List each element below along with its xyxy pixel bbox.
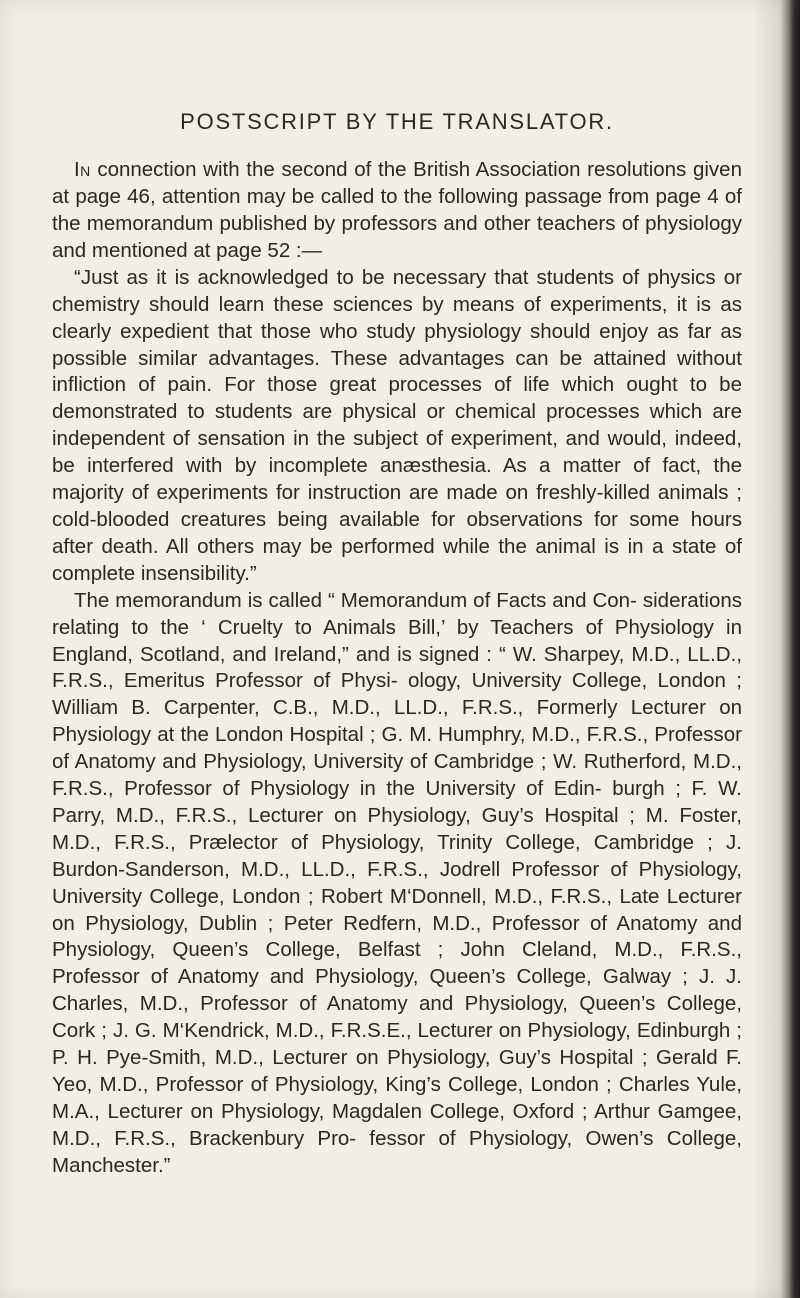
page-title: POSTSCRIPT BY THE TRANSLATOR. bbox=[180, 109, 614, 134]
page-content bbox=[52, 110, 742, 1180]
paragraph-3: The memorandum is called “ Memorandum of Facts and Con- siderations relating to the ‘ Cruelty to Animals Bill,’ by Teachers of Physiology in England, Scotland, and Ireland,” and is signed : “ W. Sharpey, M.D., LL.D., F.R.S., Emeritus Professor of Physi- ology, University College, London ; William B. Carpenter, C.B., M.D., LL.D., F.R.S., Formerly Lecturer on Physiology at the London Hospital ; G. M. Humphry, M.D., F.R.S., Professor of Anatomy and Physiology, University of Cambridge ; W. Rutherford, M.D., F.R.S., Professor of Physiology in the University of Edin- burgh ; F. W. Parry, M.D., F.R.S., Lecturer on Physiology, Guy’s Hospital ; M. Foster, M.D., F.R.S., Prælector of Physiology, Trinity College, Cambridge ; J. Burdon-Sanderson, M.D., LL.D., F.R.S., Jodrell Professor of Physiology, University College, London ; Robert M‘Donnell, M.D., F.R.S., Late Lecturer on Physiology, Dublin ; Peter Redfern, M.D., Professor of Anatomy and Physiology, Queen’s College, Belfast ; John Cleland, M.D., F.R.S., Professor of Anatomy and Physiology, Queen’s College, Galway ; J. J. Charles, M.D., Professor of Anatomy and Physiology, Queen’s College, Cork ; J. G. M‘Kendrick, M.D., F.R.S.E., Lecturer on Physiology, Edinburgh ; P. H. Pye-Smith, M.D., Lecturer on Physiology, Guy’s Hospital ; Gerald F. Yeo, M.D., Professor of Physiology, King’s College, London ; Charles Yule, M.A., Lecturer on Physiology, Magdalen College, Oxford ; Arthur Gamgee, M.D., F.R.S., Brackenbury Pro- fessor of Physiology, Owen’s College, Manchester.” bbox=[52, 588, 742, 1177]
paragraph-2: “Just as it is acknowledged to be necessary that students of physics or chemistry should learn these sciences by means of experiments, it is as clearly expedient that those who study physiology should enjoy as far as possible similar advantages. These advantages can be attained without infliction of pain. For those great processes of life which ought to be demonstrated to students are physical or chemical processes which are independent of sensation in the subject of experiment, and would, indeed, be interfered with by incomplete anæsthesia. As a matter of fact, the majority of experiments for instruction are made on freshly-killed animals ; cold-blooded creatures being available for observations for some hours after death. All others may be performed while the animal is in a state of complete insensibility.” bbox=[52, 265, 742, 585]
page-edge bbox=[754, 0, 800, 1298]
paragraph-1-lead: In bbox=[74, 158, 91, 182]
paragraph-1-text: connection with the second of the British Association resolutions given at page 46, attention may be called to the following passage from page 4 of the memorandum published by professors and other teachers of physiology and mentioned at page 52 :— bbox=[52, 158, 742, 262]
paragraph-1 bbox=[52, 157, 742, 265]
